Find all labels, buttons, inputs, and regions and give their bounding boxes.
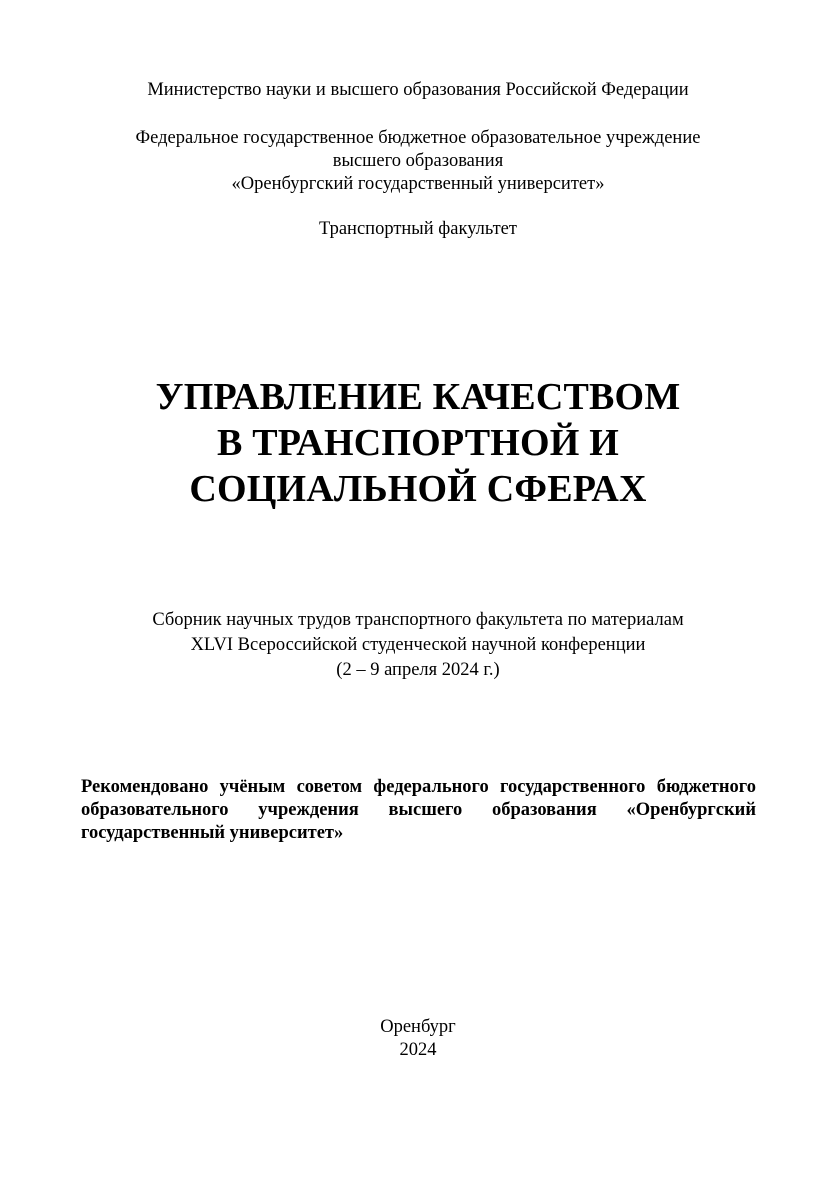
recommendation-line-1: Рекомендовано учёным советом федерального государственного бюджетного	[81, 777, 756, 797]
document-title-line-3: СОЦИАЛЬНОЙ СФЕРАХ	[189, 468, 647, 510]
document-title-line-1: УПРАВЛЕНИЕ КАЧЕСТВОМ	[155, 376, 681, 418]
subtitle-line-1: Сборник научных трудов транспортного факультета по материалам	[152, 610, 684, 630]
subtitle-line-2: XLVI Всероссийской студенческой научной конференции	[190, 635, 646, 655]
publication-city: Оренбург	[380, 1017, 456, 1037]
ministry-name: Министерство науки и высшего образования Российской Федерации	[147, 80, 689, 100]
recommendation-line-3: государственный университет»	[81, 823, 344, 843]
faculty-name: Транспортный факультет	[319, 219, 517, 239]
document-title-line-2: В ТРАНСПОРТНОЙ И	[216, 422, 620, 464]
institution-name-line-3: «Оренбургский государственный университет»	[231, 174, 605, 194]
recommendation-paragraph	[81, 776, 756, 845]
recommendation-line-2: образовательного учреждения высшего образования «Оренбургский	[81, 800, 756, 820]
institution-name-line-2: высшего образования	[332, 151, 504, 171]
publication-year: 2024	[399, 1040, 437, 1060]
subtitle-line-3: (2 – 9 апреля 2024 г.)	[336, 660, 500, 680]
institution-name-line-1: Федеральное государственное бюджетное образовательное учреждение	[135, 128, 701, 148]
